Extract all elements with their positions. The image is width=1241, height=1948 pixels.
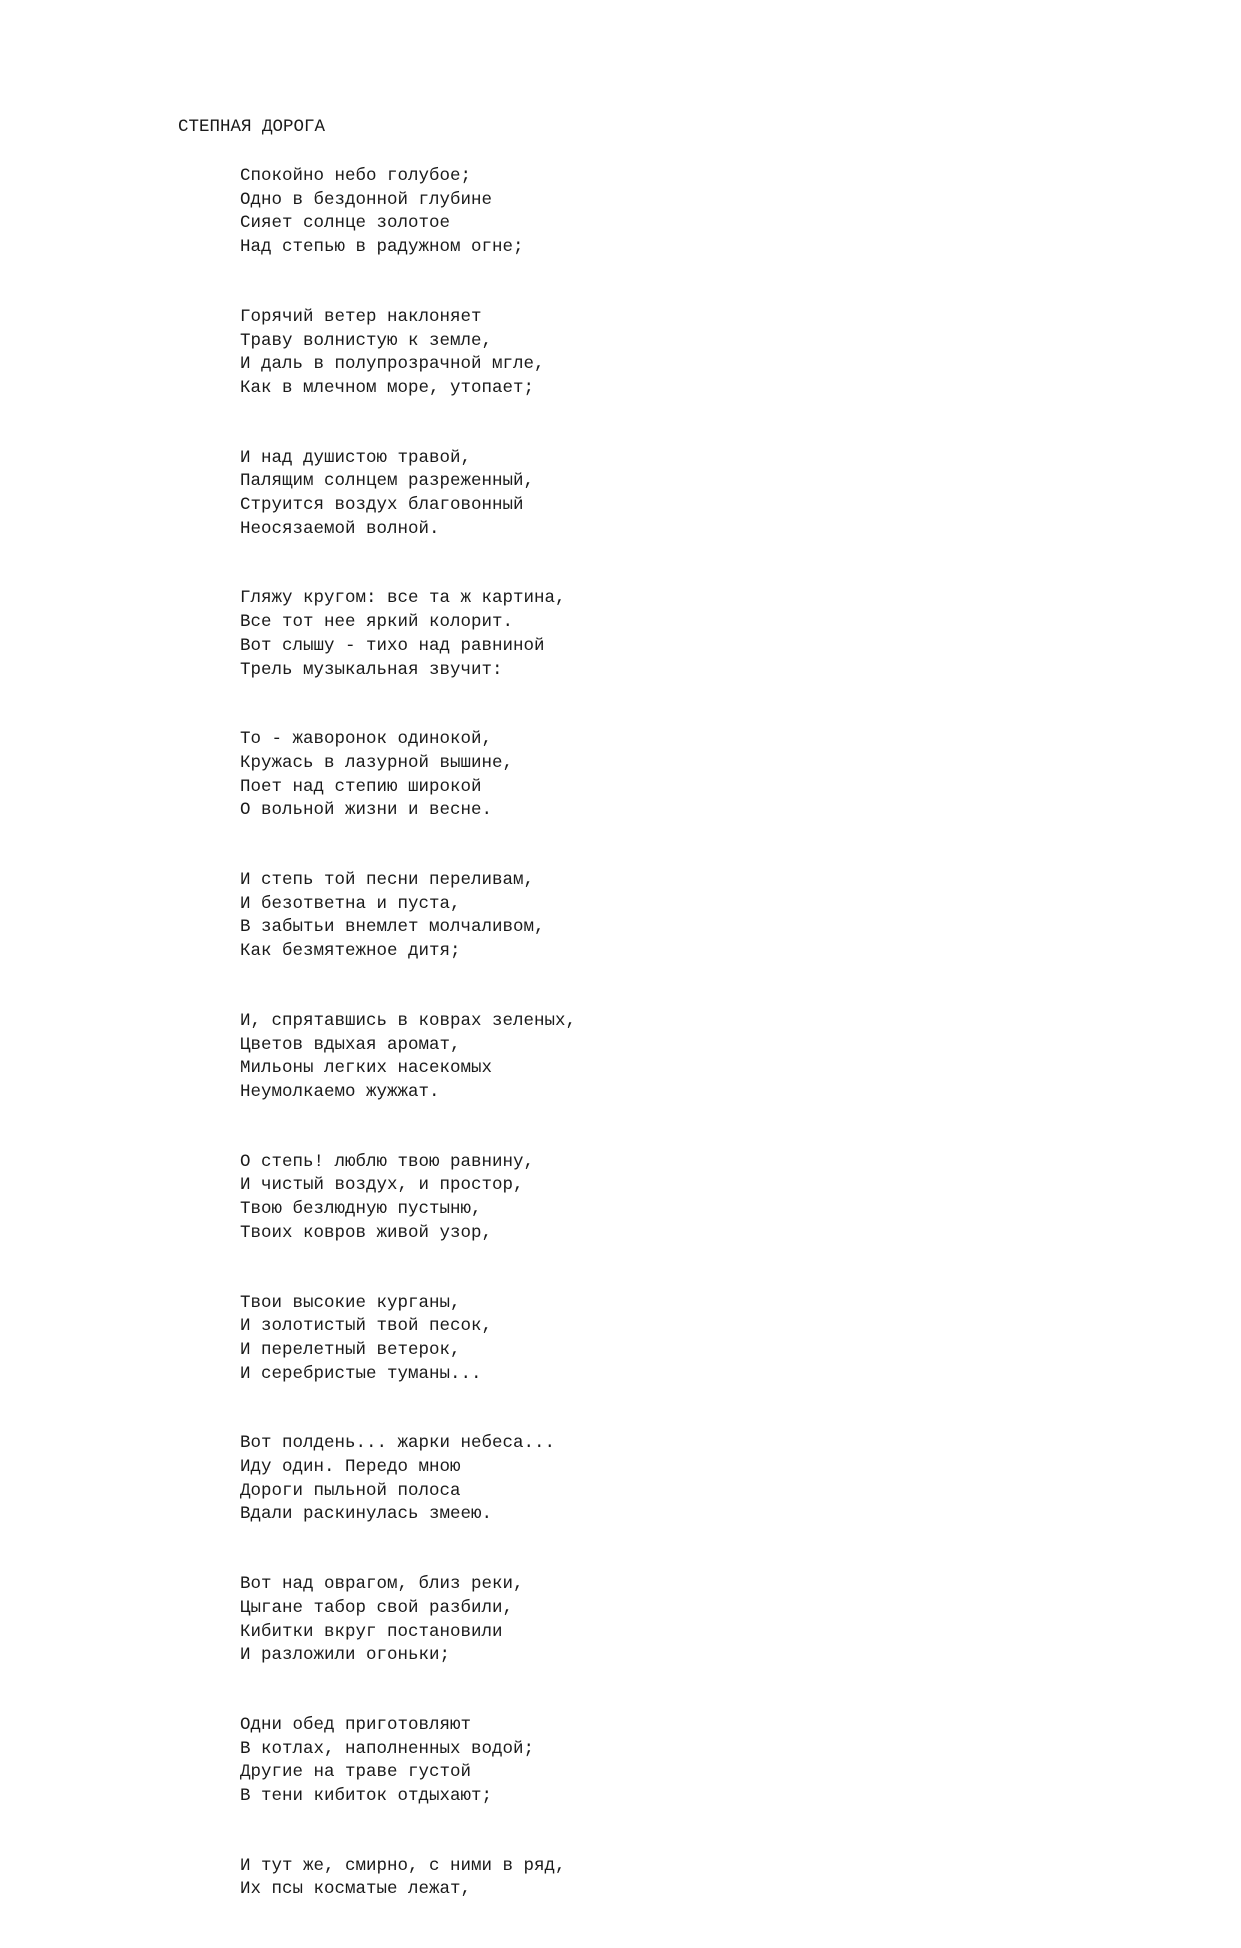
poem-line: Иду один. Передо мною xyxy=(240,1457,461,1478)
poem-line: Кибитки вкруг постановили xyxy=(240,1621,503,1642)
poem-stanza xyxy=(240,1010,576,1105)
poem-stanza xyxy=(240,1573,576,1668)
poem-line: Другие на траве густой xyxy=(240,1762,472,1783)
poem-line: Гляжу кругом: все та ж картина, xyxy=(240,588,566,609)
poem-line: Как в млечном море, утопает; xyxy=(240,377,535,398)
poem-line: Вот слышу - тихо над равниной xyxy=(240,635,545,656)
poem-line: Твои высокие курганы, xyxy=(240,1292,461,1313)
poem-line: И над душистою травой, xyxy=(240,447,472,468)
poem-line: Мильоны легких насекомых xyxy=(240,1058,493,1079)
poem-line: И перелетный ветерок, xyxy=(240,1339,461,1360)
poem-stanza xyxy=(240,165,576,260)
poem-line: Струится воздух благовонный xyxy=(240,495,524,516)
poem-line: Кружась в лазурной вышине, xyxy=(240,752,514,773)
poem-line: Палящим солнцем разреженный, xyxy=(240,471,535,492)
poem-line: Неосязаемой волной. xyxy=(240,518,440,539)
poem-line: То - жаворонок одинокой, xyxy=(240,729,493,750)
poem-stanza xyxy=(240,869,576,964)
poem-line: Над степью в радужном огне; xyxy=(240,237,524,258)
poem-body xyxy=(240,165,576,1948)
poem-line: О степь! люблю твою равнину, xyxy=(240,1151,535,1172)
poem-line: И разложили огоньки; xyxy=(240,1645,451,1666)
poem-line: Спокойно небо голубое; xyxy=(240,166,472,186)
poem-line: Твою безлюдную пустыню, xyxy=(240,1199,482,1220)
poem-line: Дороги пыльной полоса xyxy=(240,1480,461,1501)
poem-line: В тени кибиток отдыхают; xyxy=(240,1786,493,1807)
poem-stanza xyxy=(240,1151,576,1246)
poem-stanza xyxy=(240,1855,576,1902)
poem-stanza xyxy=(240,447,576,542)
poem-line: Их псы косматые лежат, xyxy=(240,1879,472,1900)
poem-line: И золотистый твой песок, xyxy=(240,1316,493,1337)
poem-line: Горячий ветер наклоняет xyxy=(240,306,482,327)
poem-line: Траву волнистую к земле, xyxy=(240,330,493,351)
poem-stanza xyxy=(240,587,576,682)
poem-line: Цветов вдыхая аромат, xyxy=(240,1034,461,1055)
poem-line: Одно в бездонной глубине xyxy=(240,189,493,210)
poem-line: И даль в полупрозрачной мгле, xyxy=(240,354,545,375)
poem-line: Все тот нее яркий колорит. xyxy=(240,612,514,633)
poem-line: И серебристые туманы... xyxy=(240,1363,482,1384)
poem-line: Твоих ковров живой узор, xyxy=(240,1222,493,1243)
poem-line: Вот полдень... жарки небеса... xyxy=(240,1433,556,1454)
poem-stanza xyxy=(240,1292,576,1387)
poem-title: СТЕПНАЯ ДОРОГА xyxy=(178,117,326,137)
poem-line: И безответна и пуста, xyxy=(240,893,461,914)
poem-line: Сияет солнце золотое xyxy=(240,213,451,234)
poem-line: Вот над оврагом, близ реки, xyxy=(240,1574,524,1595)
poem-line: Одни обед приготовляют xyxy=(240,1714,472,1735)
poem-stanza xyxy=(240,1714,576,1809)
poem-line: Неумолкаемо жужжат. xyxy=(240,1081,440,1102)
poem-stanza xyxy=(240,728,576,823)
poem-line: И чистый воздух, и простор, xyxy=(240,1175,524,1196)
poem-line: Как безмятежное дитя; xyxy=(240,941,461,962)
poem-line: О вольной жизни и весне. xyxy=(240,800,493,821)
poem-line: Поет над степию широкой xyxy=(240,776,482,797)
poem-line: Трель музыкальная звучит: xyxy=(240,659,503,680)
poem-line: И, спрятавшись в коврах зеленых, xyxy=(240,1010,577,1031)
poem-stanza xyxy=(240,1432,576,1527)
poem-line: Цыгане табор свой разбили, xyxy=(240,1597,514,1618)
poem-line: И степь той песни переливам, xyxy=(240,870,535,891)
poem-line: В котлах, наполненных водой; xyxy=(240,1738,535,1759)
poem-line: Вдали раскинулась змеею. xyxy=(240,1504,493,1525)
poem-line: В забытьи внемлет молчаливом, xyxy=(240,917,545,938)
poem-stanza xyxy=(240,306,576,401)
poem-line: И тут же, смирно, с ними в ряд, xyxy=(240,1855,566,1876)
